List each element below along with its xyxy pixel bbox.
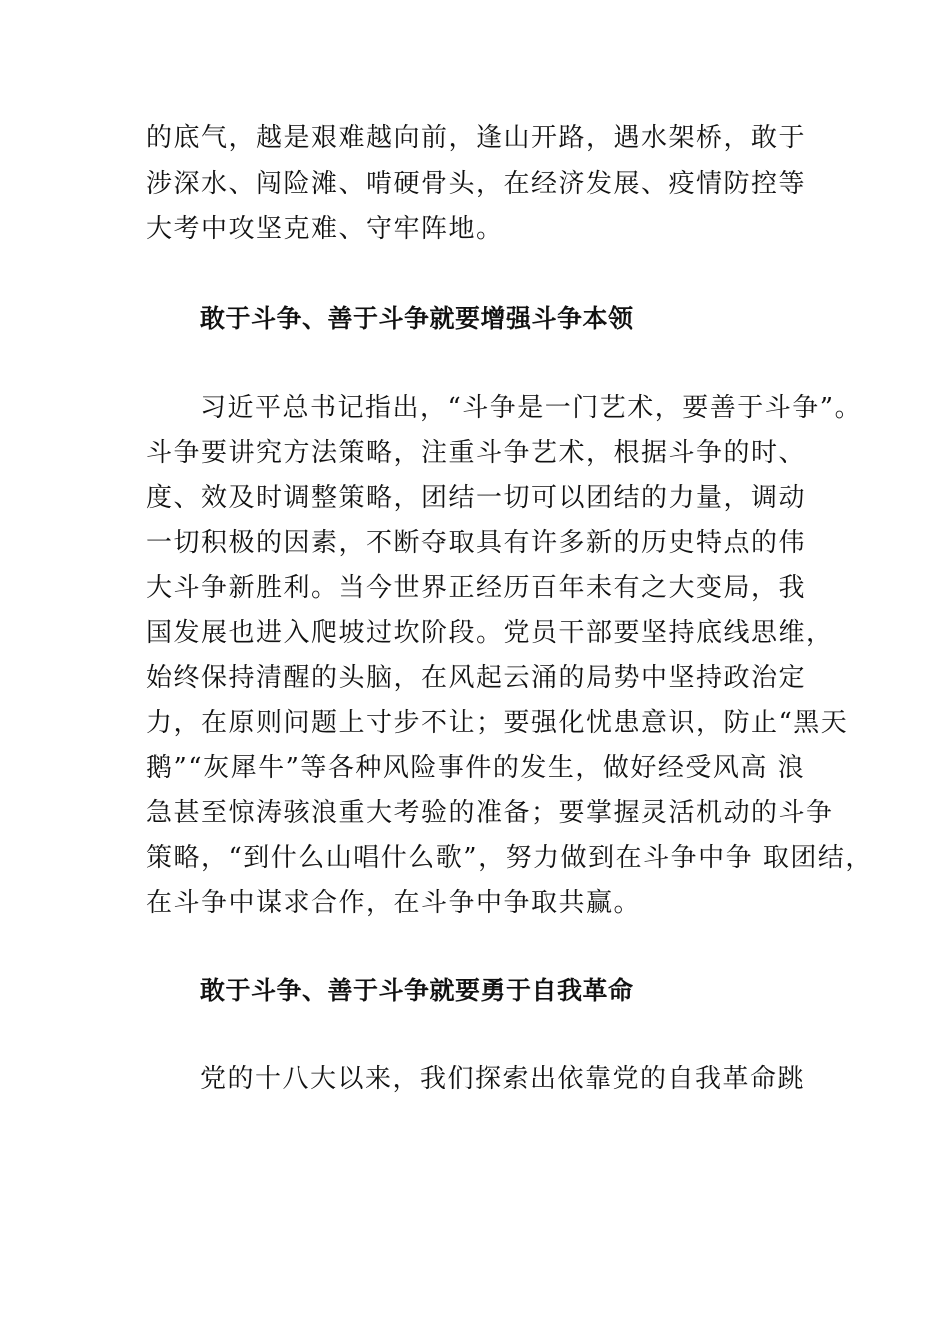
paragraph-2-line-10: 急甚至惊涛骇浪重大考验的准备；要掌握灵活机动的斗争 [146, 798, 834, 828]
paragraph-2-line-6: 国发展也进入爬坡过坎阶段。党员干部要坚持底线思维， [146, 618, 834, 648]
paragraph-2-line-1: 习近平总书记指出，“斗争是一门艺术，要善于斗争”。 [200, 393, 863, 423]
paragraph-2-line-8: 力，在原则问题上寸步不让；要强化忧患意识，防止“黑天 [146, 708, 849, 738]
paragraph-2-line-11: 策略，“到什么山唱什么歌”，努力做到在斗争中争 取团结， [146, 843, 873, 873]
section-heading-1: 敢于斗争、善于斗争就要增强斗争本领 [200, 304, 634, 333]
paragraph-3-line-1: 党的十八大以来，我们探索出依靠党的自我革命跳 [200, 1064, 806, 1094]
paragraph-1-line-1: 的底气，越是艰难越向前，逢山开路，遇水架桥，敢于 [146, 123, 807, 153]
paragraph-1-line-3: 大考中攻坚克难、守牢阵地。 [146, 214, 504, 244]
paragraph-2-line-9: 鹅”“灰犀牛”等各种风险事件的发生，做好经受风高 浪 [146, 753, 806, 783]
paragraph-1-line-2: 涉深水、闯险滩、啃硬骨头，在经济发展、疫情防控等 [146, 169, 807, 199]
paragraph-2-line-4: 一切积极的因素，不断夺取具有许多新的历史特点的伟 [146, 528, 807, 558]
paragraph-2-line-7: 始终保持清醒的头脑，在风起云涌的局势中坚持政治定 [146, 663, 807, 693]
section-heading-2: 敢于斗争、善于斗争就要勇于自我革命 [200, 976, 634, 1005]
paragraph-2-line-3: 度、效及时调整策略，团结一切可以团结的力量，调动 [146, 483, 807, 513]
paragraph-2-line-5: 大斗争新胜利。当今世界正经历百年未有之大变局，我 [146, 573, 807, 603]
paragraph-2-line-2: 斗争要讲究方法策略，注重斗争艺术，根据斗争的时、 [146, 438, 807, 468]
paragraph-2-line-12: 在斗争中谋求合作，在斗争中争取共赢。 [146, 888, 642, 918]
